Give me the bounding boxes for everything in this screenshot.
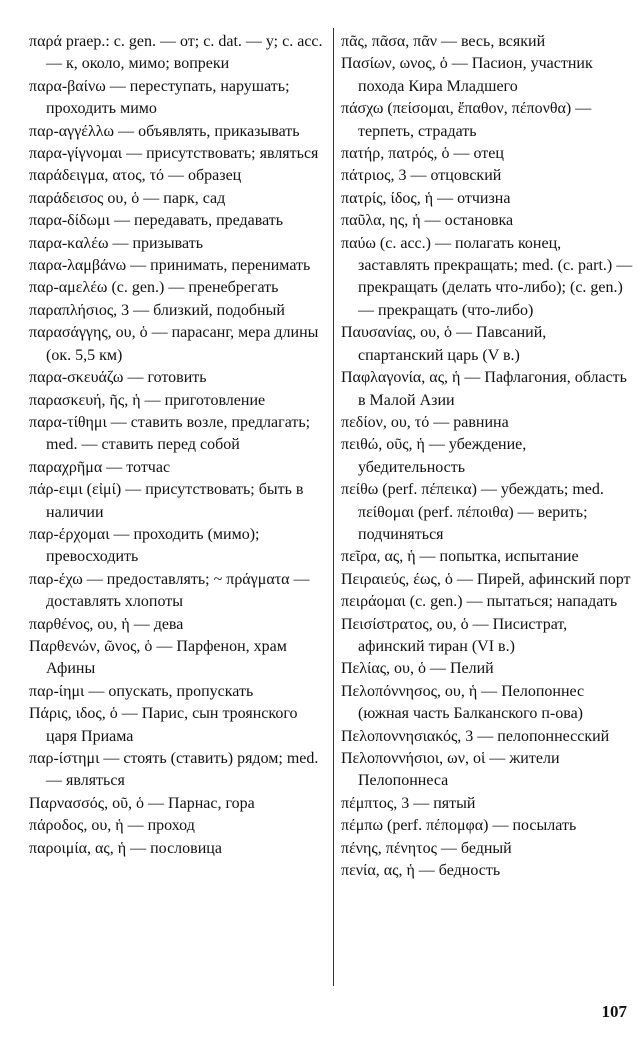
entry: Πελοπόννησος, ου, ἡ — Пелопоннес (южная часть Балканского п-ова) bbox=[341, 682, 585, 723]
entry: πέμπτος, 3 — пятый bbox=[341, 794, 476, 812]
entry: Πελοποννήσιοι, ων, οἱ — жители Пелопоннеса bbox=[341, 750, 560, 790]
entry: παρ-αμελέω (c. gen.) — пренебрегать bbox=[29, 279, 279, 297]
entry: παρ-έρχομαι — проходить (мимо); превосходить bbox=[29, 525, 260, 566]
entry: Πασίων, ωνος, ὁ — Пасион, участник похода Кира Младшего bbox=[341, 55, 593, 95]
entry: παύω (c. acc.) — полагать конец, заставлять прекращать; med. (c. part.) — прекращать (делать что-либо); (c. gen.) — прекращать (что-либо) bbox=[341, 234, 633, 319]
entry: πέμπω (perf. πέπομφα) — посылать bbox=[341, 817, 577, 835]
entry: Πελίας, ου, ὁ — Пелий bbox=[341, 660, 494, 678]
page-number: 107 bbox=[601, 1002, 627, 1021]
right-column bbox=[341, 31, 633, 882]
entry: παραπλήσιος, 3 — близкий, подобный bbox=[29, 301, 285, 319]
entry: παρασκευή, ῆς, ἡ — приготовление bbox=[29, 391, 266, 409]
entry: πάσχω (πείσομαι, ἔπαθον, πέπονθα) — терпеть, страдать bbox=[341, 100, 592, 140]
entry: πενία, ας, ἡ — бедность bbox=[341, 862, 501, 880]
entry: παρα-βαίνω — переступать, нарушать; проходить мимо bbox=[29, 77, 290, 118]
entry: Πεισίστρατος, ου, ὁ — Писистрат, афинский тиран (VI в.) bbox=[341, 615, 568, 655]
entry: παράδειγμα, ατος, τό — образец bbox=[29, 167, 242, 185]
entry: Παρνασσός, οῦ, ὁ — Парнас, гора bbox=[29, 794, 255, 812]
entry: πᾶς, πᾶσα, πᾶν — весь, всякий bbox=[341, 33, 546, 50]
entry: πεδίον, ου, τό — равнина bbox=[341, 413, 509, 431]
entry: Παρθενών, ῶνος, ὁ — Парфенон, храм Афины bbox=[29, 637, 287, 678]
entry: πάροδος, ου, ἡ — проход bbox=[29, 817, 195, 835]
entry: παρα-τίθημι — ставить возле, предлагать; med. — ставить перед собой bbox=[29, 413, 311, 454]
entry: παρ-ίστημι — стоять (ставить) рядом; med. — являться bbox=[29, 750, 319, 790]
entry: πειράομαι (c. gen.) — пытаться; нападать bbox=[341, 593, 618, 611]
left-column bbox=[29, 31, 325, 860]
entry: πάτριος, 3 — отцовский bbox=[341, 167, 502, 185]
entry: Πάρις, ιδος, ὁ — Парис, сын троянского царя Приама bbox=[29, 705, 298, 745]
entry: παρθένος, ου, ἡ — дева bbox=[29, 615, 184, 633]
entry: παραχρῆμα — тотчас bbox=[29, 458, 171, 476]
entry: πάρ-ειμι (εἰμί) — присутствовать; быть в наличии bbox=[29, 481, 304, 521]
entry: παρα-καλέω — призывать bbox=[29, 234, 203, 252]
entry: παρά praep.: c. gen. — от; c. dat. — у; c. acc. — к, около, мимо; вопреки bbox=[29, 33, 323, 73]
entry: παρα-σκευάζω — готовить bbox=[29, 369, 207, 387]
entry: Παφλαγονία, ας, ἡ — Пафлагония, область в Малой Азии bbox=[341, 369, 627, 409]
entry: παρ-αγγέλλω — объявлять, приказывать bbox=[29, 122, 300, 140]
column-divider bbox=[333, 28, 334, 986]
entry: πατήρ, πατρός, ὁ — отец bbox=[341, 145, 504, 163]
entry: παρασάγγης, ου, ὁ — парасанг, мера длины (ок. 5,5 км) bbox=[29, 324, 319, 364]
entry: παροιμία, ας, ἡ — пословица bbox=[29, 839, 222, 857]
entry: παρα-γίγνομαι — присутствовать; являться bbox=[29, 145, 319, 163]
entry: παῦλα, ης, ἡ — остановка bbox=[341, 212, 514, 230]
entry: παρα-λαμβάνω — принимать, перенимать bbox=[29, 257, 311, 275]
entry: παράδεισος ου, ὁ — парк, сад bbox=[29, 189, 226, 207]
entry: πεῖρα, ας, ἡ — попытка, испытание bbox=[341, 548, 579, 566]
entry: Παυσανίας, ου, ὁ — Павсаний, спартанский царь (V в.) bbox=[341, 324, 547, 364]
entry: πείθω (perf. πέπεικα) — убеждать; med. πείθομαι (perf. πέποιθα) — верить; подчиняться bbox=[341, 481, 604, 543]
entry: Πελοποννησιακός, 3 — пелопоннесский bbox=[341, 727, 610, 745]
entry: παρα-δίδωμι — передавать, предавать bbox=[29, 212, 284, 230]
entry: παρ-έχω — предоставлять; ~ πράγματα — доставлять хлопоты bbox=[29, 570, 310, 611]
entry: πατρίς, ίδος, ἡ — отчизна bbox=[341, 189, 511, 207]
entry: Πειραιεύς, έως, ὁ — Пирей, афинский порт bbox=[341, 570, 631, 588]
entry: πειθώ, οῦς, ἡ — убеждение, убедительность bbox=[341, 436, 527, 476]
entry: παρ-ίημι — опускать, пропускать bbox=[29, 682, 254, 700]
entry: πένης, πένητος — бедный bbox=[341, 839, 512, 857]
